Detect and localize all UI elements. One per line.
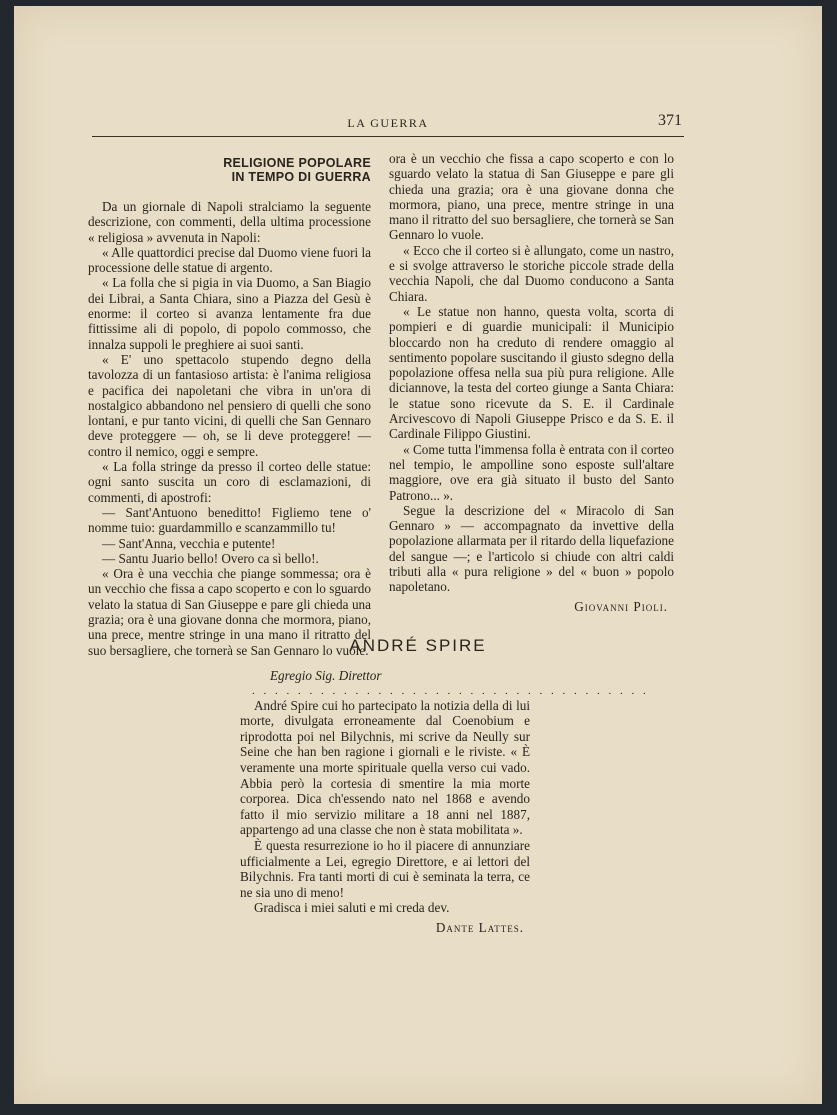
dialect-line: — Sant'Anna, vecchia e putente! (102, 535, 276, 551)
article-signature: Giovanni Pioli. (574, 598, 668, 614)
dialect-line: — Sant'Antuono beneditto! Figliemo tene o' nomme tuio: guardammillo e scanzammillo tu! (88, 504, 371, 536)
article-paragraph: « La folla stringe da presso il corteo delle statue: ogni santo suscita un coro di esclamazioni, di commenti, di apostrofi: (88, 459, 371, 505)
article-paragraph: « Come tutta l'immensa folla è entrata con il corteo nel tempio, le ampolline sono esposte sull'altare maggiore, ove era già situato il busto del Santo Patrono... ». (389, 441, 674, 503)
article-paragraph: « Alle quattordici precise dal Duomo viene fuori la processione delle statue di argento. (88, 244, 371, 276)
article-paragraph: Segue la descrizione del « Miracolo di San Gennaro » — accompagnato da invettive della popolazione allarmata per il ritardo della liquefazione del sangue —; e l'articolo si chiude con altri caldi tributi alla « pura religione » del « buon » popolo napoletano. (389, 502, 674, 595)
article-paragraph: « La folla che si pigia in via Duomo, a San Biagio dei Librai, a Santa Chiara, sino a Piazza del Gesù è enorme: il corteo si avanza lentamente fra due fittissime ali di popolo, di popolo commosso, che innalza suppoli le preghiere ai suoi santi. (88, 275, 371, 352)
article-paragraph-continuation: ora è un vecchio che fissa a capo scoperto e con lo sguardo velato la statua di San Giuseppe e pare gli chieda una grazia; ora è una giovane donna che mormora, piano, una prece, mentre stringe in una mano il ritratto del suo bersagliere, che tornerà se San Gennaro lo vuole. (389, 151, 674, 243)
article-paragraph: Da un giornale di Napoli stralciamo la seguente descrizione, con commenti, della ultima processione « religiosa » avvenuta in Napoli: (88, 199, 371, 245)
running-head (92, 110, 684, 137)
letter-paragraph: André Spire cui ho partecipato la notizia della di lui morte, divulgata erroneamente dal Coenobium e riprodotta poi nel Bilychnis, mi scrive da Neully sur Seine che han ben ragione i giornali e le riviste. « È veramente una morte spirituale quella verso cui vado. Abbia però la cortesia di smentire la mia morte corporea. Dica ch'essendo nato nel 1868 e avendo fatto il mio servizio militare a 18 anni nel 1887, appartengo ad una classe che non è stata mobilitata ». (240, 697, 530, 838)
article-heading (88, 156, 371, 184)
article-heading-line-1: RELIGIONE POPOLARE (223, 156, 371, 170)
article-heading-line-2: IN TEMPO DI GUERRA (231, 170, 371, 184)
article-column-left (88, 156, 371, 658)
letter-closing: Gradisca i miei saluti e mi creda dev. (254, 900, 450, 916)
page-number: 371 (658, 112, 682, 129)
letter-body (240, 668, 649, 936)
article-paragraph-continued: « Ora è una vecchia che piange sommessa; ora è un vecchio che fissa a capo scoperto e con lo sguardo velato la statua di San Giuseppe e pare gli chieda una grazia; ora è una giovane donna che mormora, piano, una prece, mentre stringe in una mano il ritratto del suo bersagliere, che tornerà se San Gennaro lo vuole. (88, 566, 371, 658)
letter-paragraph: È questa resurrezione io ho il piacere di annunziare ufficialmente a Lei, egregio Direttore, e ai lettori del Bilychnis. Fra tanti morti di cui è seminata la terra, ce ne sia uno di meno! (240, 837, 530, 900)
letter-title: ANDRÉ SPIRE (349, 636, 487, 655)
page (14, 6, 822, 1104)
running-head-title: LA GUERRA (347, 116, 429, 130)
article-paragraph: « Ecco che il corteo si è allungato, come un nastro, e si svolge attraverso le storiche piccole strade della vecchia Napoli, che dal Duomo conducono a Santa Chiara. (389, 242, 674, 304)
article-column-right (389, 151, 674, 614)
letter-salutation: Egregio Sig. Direttor (270, 668, 382, 683)
letter-signature: Dante Lattes. (435, 919, 524, 935)
dialect-line: — Santu Juario bello! Overo ca sì bello!. (102, 550, 319, 566)
article-paragraph: « Le statue non hanno, questa volta, scorta di pompieri e di guardie municipali: il Municipio bloccardo non ha creduto di rendere omaggio al sentimento popolare suscitando il giusto sdegno della popolazione offesa nella sua più pura religione. Alle diciannove, la testa del corteo giunge a Santa Chiara: le statue sono ricevute da S. E. il Cardinale Arcivescovo di Napoli Giuseppe Prisco e da S. E. il Cardinale Filippo Giustini. (389, 303, 674, 442)
article-paragraph: « E' uno spettacolo stupendo degno della tavolozza di un fantasioso artista: è l'anima religiosa e pacifica dei napoletani che vibra in un'ora di nostalgico abbandono nel pensiero di quelli che sono lontani, e pur tanto vicini, di quelli che San Gennaro deve proteggere — oh, se li deve proteggere! — contro il nemico, oggi e sempre. (88, 351, 371, 459)
ellipsis-row: . . . . . . . . . . . . . . . . . . . . . . . . . . . . . . . . . . . (252, 684, 649, 697)
